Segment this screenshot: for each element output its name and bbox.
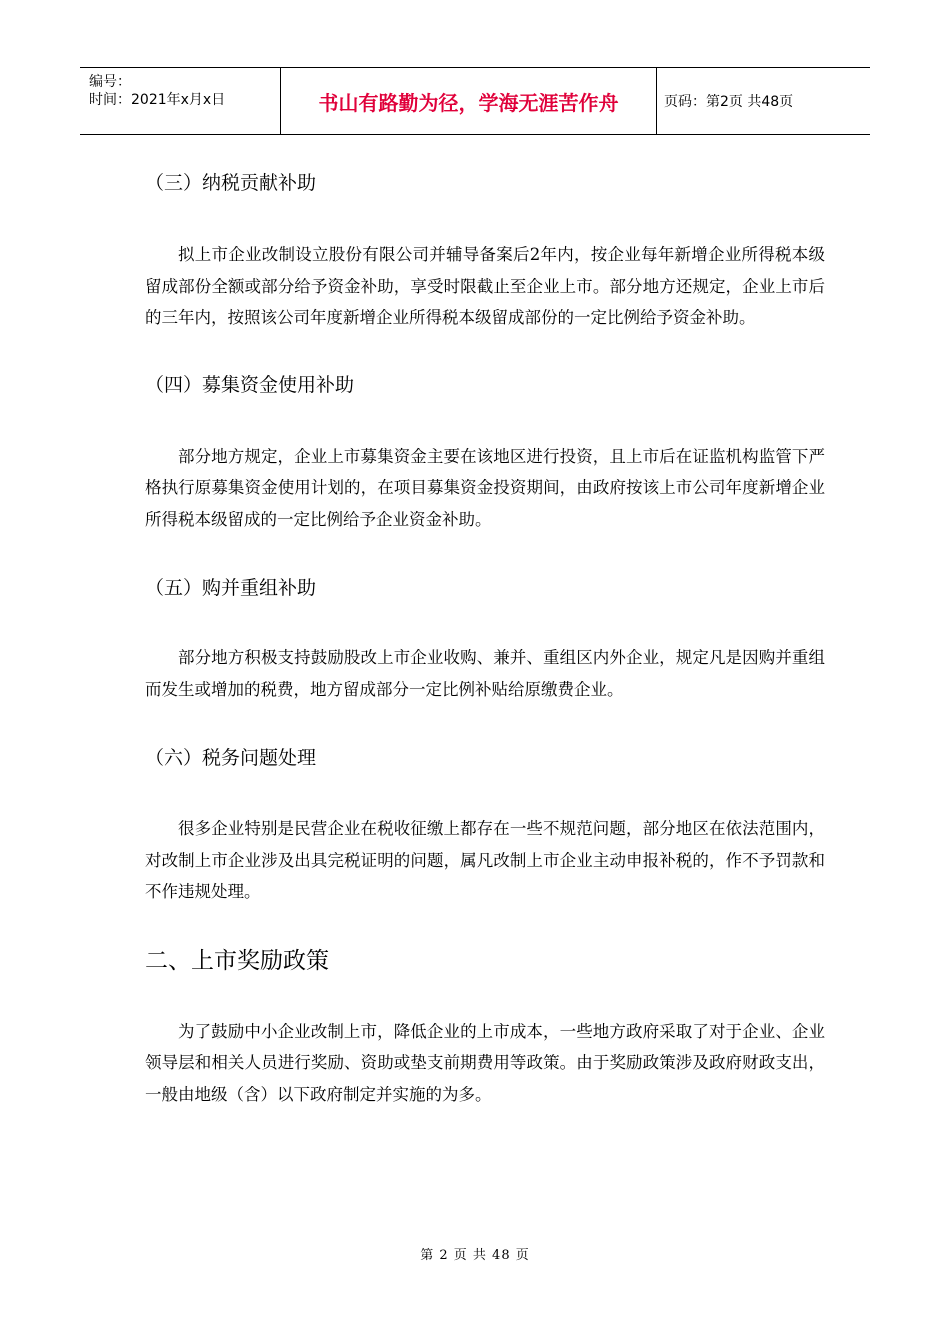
chapter-body-listing-rewards: 为了鼓励中小企业改制上市，降低企业的上市成本，一些地方政府采取了对于企业、企业领导层和相关人员进行奖励、资助或垫支前期费用等政策。由于奖励政策涉及政府财政支出，一般由地级（含）以下政府制定并实施的为多。	[145, 1021, 825, 1104]
chapter-title-listing-rewards: 二、上市奖励政策	[145, 947, 329, 974]
section-title-tax-issues: （六）税务问题处理	[145, 747, 317, 769]
document-body	[145, 160, 825, 1110]
section-title-fund-usage: （四）募集资金使用补助	[145, 373, 355, 396]
page-header	[80, 67, 870, 135]
section-body-fund-usage: 部分地方规定，企业上市募集资金主要在该地区进行投资，且上市后在证监机构监管下严格执行原募集资金使用计划的，在项目募集资金投资期间，由政府按该上市公司年度新增企业所得税本级留成的一定比例给予企业资金补助。	[145, 446, 825, 529]
header-page-info: 页码：第2页 共48页	[664, 94, 794, 110]
page-footer: 第 2 页 共 48 页	[420, 1248, 530, 1263]
document-number-label: 编号：	[89, 74, 131, 90]
section-body-merger: 部分地方积极支持鼓励股改上市企业收购、兼并、重组区内外企业，规定凡是因购并重组而发生或增加的税费，地方留成部分一定比例补贴给原缴费企业。	[145, 648, 825, 699]
section-title-tax-contribution: （三）纳税贡献补助	[145, 172, 317, 194]
section-body-tax-issues: 很多企业特别是民营企业在税收征缴上都存在一些不规范问题，部分地区在依法范围内，对改制上市企业涉及出具完税证明的问题，属凡改制上市企业主动申报补税的，作不予罚款和不作违规处理。	[145, 819, 825, 901]
section-body-tax-contribution: 拟上市企业改制设立股份有限公司并辅导备案后2年内，按企业每年新增企业所得税本级留成部份全额或部分给予资金补助，享受时限截止至企业上市。部分地方还规定，企业上市后的三年内，按照该公司年度新增企业所得税本级留成部份的一定比例给予资金补助。	[145, 245, 825, 327]
section-title-merger: （五）购并重组补助	[145, 577, 317, 599]
document-date: 时间：2021年x月x日	[89, 92, 226, 108]
header-meta	[80, 68, 281, 134]
header-motto: 书山有路勤为径，学海无涯苦作舟	[281, 68, 657, 134]
